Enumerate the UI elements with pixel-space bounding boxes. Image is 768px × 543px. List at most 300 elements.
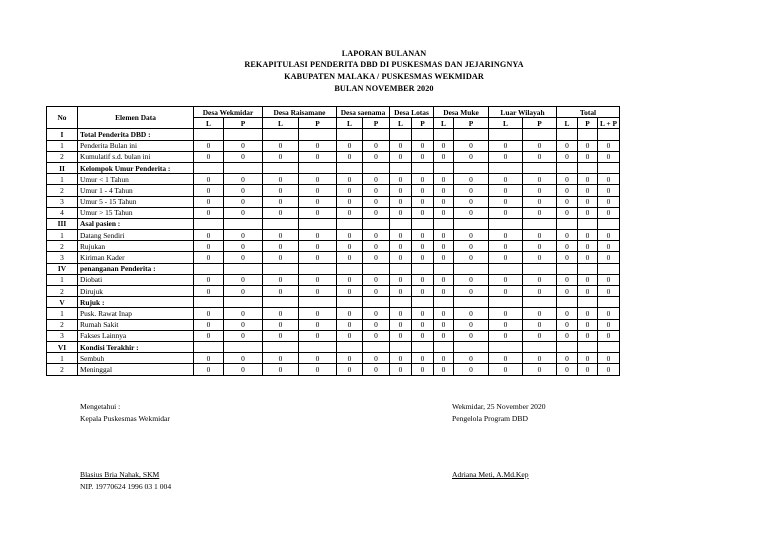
value-cell: 0 bbox=[557, 353, 578, 364]
value-cell: 0 bbox=[434, 207, 454, 218]
empty-cell bbox=[489, 129, 523, 140]
empty-cell bbox=[263, 129, 299, 140]
header-p: P bbox=[454, 118, 489, 129]
value-cell: 0 bbox=[224, 308, 263, 319]
value-cell: 0 bbox=[194, 151, 224, 162]
section-number: III bbox=[47, 218, 78, 229]
value-cell: 0 bbox=[194, 353, 224, 364]
empty-cell bbox=[194, 341, 224, 352]
value-cell: 0 bbox=[224, 319, 263, 330]
row-label: Rumah Sakit bbox=[78, 319, 194, 330]
empty-cell bbox=[434, 263, 454, 274]
value-cell: 0 bbox=[412, 274, 434, 285]
empty-cell bbox=[454, 218, 489, 229]
empty-cell bbox=[194, 129, 224, 140]
empty-cell bbox=[363, 263, 390, 274]
section-number: I bbox=[47, 129, 78, 140]
value-cell: 0 bbox=[489, 319, 523, 330]
value-cell: 0 bbox=[337, 308, 363, 319]
value-cell: 0 bbox=[523, 319, 557, 330]
empty-cell bbox=[489, 218, 523, 229]
header-desa: Desa Raisamane bbox=[263, 107, 337, 118]
value-cell: 0 bbox=[412, 353, 434, 364]
value-cell: 0 bbox=[578, 330, 598, 341]
value-cell: 0 bbox=[523, 252, 557, 263]
value-cell: 0 bbox=[337, 196, 363, 207]
value-cell: 0 bbox=[224, 286, 263, 297]
value-cell: 0 bbox=[412, 140, 434, 151]
table-row bbox=[47, 274, 620, 285]
empty-cell bbox=[523, 297, 557, 308]
value-cell: 0 bbox=[299, 151, 337, 162]
value-cell: 0 bbox=[363, 196, 390, 207]
header-l: L bbox=[390, 118, 412, 129]
value-cell: 0 bbox=[299, 286, 337, 297]
table-row bbox=[47, 308, 620, 319]
empty-cell bbox=[390, 218, 412, 229]
value-cell: 0 bbox=[412, 319, 434, 330]
row-label: Umur 1 - 4 Tahun bbox=[78, 185, 194, 196]
value-cell: 0 bbox=[263, 196, 299, 207]
empty-cell bbox=[224, 162, 263, 173]
value-cell: 0 bbox=[454, 319, 489, 330]
empty-cell bbox=[263, 341, 299, 352]
table-row bbox=[47, 319, 620, 330]
table-row bbox=[47, 185, 620, 196]
header-l: L bbox=[557, 118, 578, 129]
value-cell: 0 bbox=[434, 286, 454, 297]
table-row bbox=[47, 241, 620, 252]
header-l: L bbox=[337, 118, 363, 129]
empty-cell bbox=[523, 263, 557, 274]
value-cell: 0 bbox=[390, 151, 412, 162]
empty-cell bbox=[578, 129, 598, 140]
value-cell: 0 bbox=[263, 207, 299, 218]
value-cell: 0 bbox=[363, 230, 390, 241]
value-cell: 0 bbox=[557, 230, 578, 241]
value-cell: 0 bbox=[489, 151, 523, 162]
value-cell: 0 bbox=[578, 207, 598, 218]
value-cell: 0 bbox=[224, 196, 263, 207]
value-cell: 0 bbox=[598, 151, 620, 162]
empty-cell bbox=[337, 263, 363, 274]
value-cell: 0 bbox=[263, 151, 299, 162]
value-cell: 0 bbox=[598, 319, 620, 330]
row-number: 2 bbox=[47, 241, 78, 252]
empty-cell bbox=[337, 129, 363, 140]
report-period: BULAN NOVEMBER 2020 bbox=[334, 84, 434, 93]
value-cell: 0 bbox=[578, 252, 598, 263]
value-cell: 0 bbox=[412, 151, 434, 162]
value-cell: 0 bbox=[523, 174, 557, 185]
value-cell: 0 bbox=[263, 286, 299, 297]
value-cell: 0 bbox=[224, 241, 263, 252]
value-cell: 0 bbox=[489, 308, 523, 319]
value-cell: 0 bbox=[224, 207, 263, 218]
value-cell: 0 bbox=[299, 241, 337, 252]
row-number: 4 bbox=[47, 207, 78, 218]
value-cell: 0 bbox=[337, 151, 363, 162]
empty-cell bbox=[263, 162, 299, 173]
value-cell: 0 bbox=[299, 353, 337, 364]
empty-cell bbox=[299, 218, 337, 229]
value-cell: 0 bbox=[454, 207, 489, 218]
empty-cell bbox=[412, 297, 434, 308]
empty-cell bbox=[434, 218, 454, 229]
value-cell: 0 bbox=[598, 330, 620, 341]
empty-cell bbox=[390, 263, 412, 274]
value-cell: 0 bbox=[224, 252, 263, 263]
value-cell: 0 bbox=[224, 151, 263, 162]
value-cell: 0 bbox=[363, 174, 390, 185]
empty-cell bbox=[224, 263, 263, 274]
value-cell: 0 bbox=[337, 252, 363, 263]
value-cell: 0 bbox=[434, 274, 454, 285]
value-cell: 0 bbox=[412, 196, 434, 207]
value-cell: 0 bbox=[434, 319, 454, 330]
value-cell: 0 bbox=[263, 364, 299, 375]
empty-cell bbox=[598, 129, 620, 140]
value-cell: 0 bbox=[263, 140, 299, 151]
value-cell: 0 bbox=[557, 252, 578, 263]
row-label: Datang Sendiri bbox=[78, 230, 194, 241]
empty-cell bbox=[412, 129, 434, 140]
row-label: Kiriman Kader bbox=[78, 252, 194, 263]
value-cell: 0 bbox=[489, 185, 523, 196]
empty-cell bbox=[489, 341, 523, 352]
value-cell: 0 bbox=[557, 174, 578, 185]
header-l: L bbox=[489, 118, 523, 129]
empty-cell bbox=[263, 263, 299, 274]
value-cell: 0 bbox=[337, 364, 363, 375]
value-cell: 0 bbox=[454, 174, 489, 185]
section-row bbox=[47, 218, 620, 229]
empty-cell bbox=[523, 162, 557, 173]
value-cell: 0 bbox=[454, 353, 489, 364]
value-cell: 0 bbox=[299, 330, 337, 341]
value-cell: 0 bbox=[194, 364, 224, 375]
value-cell: 0 bbox=[557, 308, 578, 319]
row-number: 1 bbox=[47, 353, 78, 364]
row-number: 1 bbox=[47, 274, 78, 285]
row-number: 1 bbox=[47, 174, 78, 185]
row-label: Rujukan bbox=[78, 241, 194, 252]
value-cell: 0 bbox=[454, 151, 489, 162]
value-cell: 0 bbox=[489, 353, 523, 364]
value-cell: 0 bbox=[390, 319, 412, 330]
table-row bbox=[47, 230, 620, 241]
empty-cell bbox=[390, 162, 412, 173]
value-cell: 0 bbox=[523, 185, 557, 196]
value-cell: 0 bbox=[299, 196, 337, 207]
value-cell: 0 bbox=[194, 174, 224, 185]
value-cell: 0 bbox=[557, 185, 578, 196]
header-p: P bbox=[224, 118, 263, 129]
row-label: Umur > 15 Tahun bbox=[78, 207, 194, 218]
value-cell: 0 bbox=[390, 207, 412, 218]
head-nip: NIP. 19770624 1996 03 1 004 bbox=[80, 482, 172, 491]
table-row bbox=[47, 151, 620, 162]
empty-cell bbox=[390, 129, 412, 140]
value-cell: 0 bbox=[390, 140, 412, 151]
value-cell: 0 bbox=[390, 353, 412, 364]
value-cell: 0 bbox=[299, 364, 337, 375]
recap-table bbox=[46, 106, 620, 376]
empty-cell bbox=[363, 162, 390, 173]
header-p: P bbox=[412, 118, 434, 129]
value-cell: 0 bbox=[299, 274, 337, 285]
value-cell: 0 bbox=[434, 353, 454, 364]
empty-cell bbox=[412, 218, 434, 229]
header-desa: Desa Lotas bbox=[390, 107, 434, 118]
empty-cell bbox=[434, 129, 454, 140]
report-title: LAPORAN BULANAN bbox=[341, 49, 427, 58]
program-manager-name: Adriana Meti, A.Md.Kep bbox=[452, 470, 529, 479]
report-institution: KABUPATEN MALAKA / PUSKESMAS WEKMIDAR bbox=[284, 72, 484, 81]
value-cell: 0 bbox=[263, 252, 299, 263]
value-cell: 0 bbox=[489, 196, 523, 207]
empty-cell bbox=[363, 341, 390, 352]
empty-cell bbox=[434, 297, 454, 308]
value-cell: 0 bbox=[578, 196, 598, 207]
value-cell: 0 bbox=[390, 230, 412, 241]
value-cell: 0 bbox=[454, 274, 489, 285]
value-cell: 0 bbox=[299, 230, 337, 241]
empty-cell bbox=[598, 341, 620, 352]
empty-cell bbox=[194, 162, 224, 173]
empty-cell bbox=[224, 297, 263, 308]
value-cell: 0 bbox=[412, 364, 434, 375]
value-cell: 0 bbox=[363, 140, 390, 151]
value-cell: 0 bbox=[489, 364, 523, 375]
value-cell: 0 bbox=[363, 330, 390, 341]
value-cell: 0 bbox=[263, 241, 299, 252]
place-date: Wekmidar, 25 November 2020 bbox=[452, 402, 546, 411]
table-row bbox=[47, 140, 620, 151]
value-cell: 0 bbox=[489, 140, 523, 151]
empty-cell bbox=[598, 218, 620, 229]
row-label: Meninggal bbox=[78, 364, 194, 375]
value-cell: 0 bbox=[489, 241, 523, 252]
value-cell: 0 bbox=[263, 308, 299, 319]
empty-cell bbox=[363, 297, 390, 308]
value-cell: 0 bbox=[578, 308, 598, 319]
table-row bbox=[47, 330, 620, 341]
value-cell: 0 bbox=[337, 353, 363, 364]
value-cell: 0 bbox=[454, 241, 489, 252]
value-cell: 0 bbox=[557, 241, 578, 252]
value-cell: 0 bbox=[412, 207, 434, 218]
value-cell: 0 bbox=[194, 196, 224, 207]
value-cell: 0 bbox=[578, 185, 598, 196]
value-cell: 0 bbox=[337, 241, 363, 252]
value-cell: 0 bbox=[390, 185, 412, 196]
value-cell: 0 bbox=[363, 353, 390, 364]
value-cell: 0 bbox=[578, 319, 598, 330]
value-cell: 0 bbox=[299, 207, 337, 218]
empty-cell bbox=[598, 162, 620, 173]
value-cell: 0 bbox=[598, 207, 620, 218]
value-cell: 0 bbox=[224, 330, 263, 341]
row-label: Kumulatif s.d. bulan ini bbox=[78, 151, 194, 162]
value-cell: 0 bbox=[489, 207, 523, 218]
value-cell: 0 bbox=[337, 207, 363, 218]
empty-cell bbox=[363, 218, 390, 229]
value-cell: 0 bbox=[598, 286, 620, 297]
value-cell: 0 bbox=[598, 140, 620, 151]
value-cell: 0 bbox=[434, 252, 454, 263]
value-cell: 0 bbox=[598, 185, 620, 196]
empty-cell bbox=[557, 162, 578, 173]
value-cell: 0 bbox=[454, 185, 489, 196]
empty-cell bbox=[557, 263, 578, 274]
value-cell: 0 bbox=[557, 364, 578, 375]
value-cell: 0 bbox=[434, 330, 454, 341]
table-row bbox=[47, 286, 620, 297]
empty-cell bbox=[263, 218, 299, 229]
value-cell: 0 bbox=[390, 196, 412, 207]
value-cell: 0 bbox=[523, 274, 557, 285]
value-cell: 0 bbox=[194, 140, 224, 151]
header-l: L bbox=[263, 118, 299, 129]
value-cell: 0 bbox=[412, 330, 434, 341]
value-cell: 0 bbox=[598, 241, 620, 252]
header-l: L bbox=[434, 118, 454, 129]
empty-cell bbox=[489, 297, 523, 308]
value-cell: 0 bbox=[434, 151, 454, 162]
value-cell: 0 bbox=[523, 196, 557, 207]
table-row bbox=[47, 207, 620, 218]
value-cell: 0 bbox=[263, 185, 299, 196]
value-cell: 0 bbox=[578, 364, 598, 375]
value-cell: 0 bbox=[390, 241, 412, 252]
value-cell: 0 bbox=[363, 252, 390, 263]
value-cell: 0 bbox=[363, 308, 390, 319]
empty-cell bbox=[390, 341, 412, 352]
section-title: Total Penderita DBD : bbox=[78, 129, 194, 140]
value-cell: 0 bbox=[263, 330, 299, 341]
value-cell: 0 bbox=[434, 364, 454, 375]
value-cell: 0 bbox=[412, 185, 434, 196]
value-cell: 0 bbox=[363, 274, 390, 285]
value-cell: 0 bbox=[598, 230, 620, 241]
value-cell: 0 bbox=[523, 364, 557, 375]
section-row bbox=[47, 297, 620, 308]
header-elemen-data: Elemen Data bbox=[78, 107, 194, 129]
value-cell: 0 bbox=[337, 230, 363, 241]
value-cell: 0 bbox=[557, 151, 578, 162]
value-cell: 0 bbox=[363, 319, 390, 330]
value-cell: 0 bbox=[598, 353, 620, 364]
value-cell: 0 bbox=[598, 252, 620, 263]
empty-cell bbox=[557, 218, 578, 229]
value-cell: 0 bbox=[578, 140, 598, 151]
section-row bbox=[47, 263, 620, 274]
header-p: P bbox=[363, 118, 390, 129]
row-number: 2 bbox=[47, 286, 78, 297]
value-cell: 0 bbox=[557, 196, 578, 207]
value-cell: 0 bbox=[363, 364, 390, 375]
section-number: VI bbox=[47, 341, 78, 352]
header-no: No bbox=[47, 107, 78, 129]
value-cell: 0 bbox=[194, 185, 224, 196]
empty-cell bbox=[337, 218, 363, 229]
value-cell: 0 bbox=[578, 353, 598, 364]
value-cell: 0 bbox=[412, 230, 434, 241]
table-header bbox=[47, 107, 620, 129]
empty-cell bbox=[578, 341, 598, 352]
value-cell: 0 bbox=[523, 241, 557, 252]
row-label: Sembuh bbox=[78, 353, 194, 364]
empty-cell bbox=[454, 297, 489, 308]
value-cell: 0 bbox=[412, 286, 434, 297]
value-cell: 0 bbox=[263, 274, 299, 285]
empty-cell bbox=[578, 162, 598, 173]
empty-cell bbox=[578, 297, 598, 308]
value-cell: 0 bbox=[434, 174, 454, 185]
row-label: Umur < 1 Tahun bbox=[78, 174, 194, 185]
value-cell: 0 bbox=[299, 140, 337, 151]
value-cell: 0 bbox=[412, 241, 434, 252]
empty-cell bbox=[557, 129, 578, 140]
row-number: 1 bbox=[47, 230, 78, 241]
row-number: 2 bbox=[47, 319, 78, 330]
empty-cell bbox=[578, 263, 598, 274]
empty-cell bbox=[412, 162, 434, 173]
header-p: P bbox=[578, 118, 598, 129]
value-cell: 0 bbox=[363, 207, 390, 218]
value-cell: 0 bbox=[390, 252, 412, 263]
value-cell: 0 bbox=[194, 319, 224, 330]
empty-cell bbox=[194, 297, 224, 308]
row-number: 3 bbox=[47, 196, 78, 207]
empty-cell bbox=[194, 263, 224, 274]
value-cell: 0 bbox=[578, 174, 598, 185]
empty-cell bbox=[598, 263, 620, 274]
row-number: 1 bbox=[47, 308, 78, 319]
value-cell: 0 bbox=[578, 230, 598, 241]
section-number: V bbox=[47, 297, 78, 308]
value-cell: 0 bbox=[194, 286, 224, 297]
value-cell: 0 bbox=[454, 252, 489, 263]
row-number: 3 bbox=[47, 252, 78, 263]
value-cell: 0 bbox=[363, 286, 390, 297]
value-cell: 0 bbox=[557, 140, 578, 151]
value-cell: 0 bbox=[489, 286, 523, 297]
empty-cell bbox=[299, 263, 337, 274]
header-l: L bbox=[194, 118, 224, 129]
row-number: 2 bbox=[47, 364, 78, 375]
section-title: Asal pasien : bbox=[78, 218, 194, 229]
value-cell: 0 bbox=[434, 185, 454, 196]
section-number: IV bbox=[47, 263, 78, 274]
value-cell: 0 bbox=[598, 308, 620, 319]
empty-cell bbox=[523, 218, 557, 229]
empty-cell bbox=[263, 297, 299, 308]
value-cell: 0 bbox=[557, 286, 578, 297]
value-cell: 0 bbox=[390, 274, 412, 285]
section-title: Rujuk : bbox=[78, 297, 194, 308]
value-cell: 0 bbox=[578, 241, 598, 252]
value-cell: 0 bbox=[299, 185, 337, 196]
value-cell: 0 bbox=[263, 353, 299, 364]
value-cell: 0 bbox=[434, 241, 454, 252]
value-cell: 0 bbox=[224, 353, 263, 364]
empty-cell bbox=[598, 297, 620, 308]
table-row bbox=[47, 252, 620, 263]
value-cell: 0 bbox=[489, 330, 523, 341]
row-label: Diobati bbox=[78, 274, 194, 285]
